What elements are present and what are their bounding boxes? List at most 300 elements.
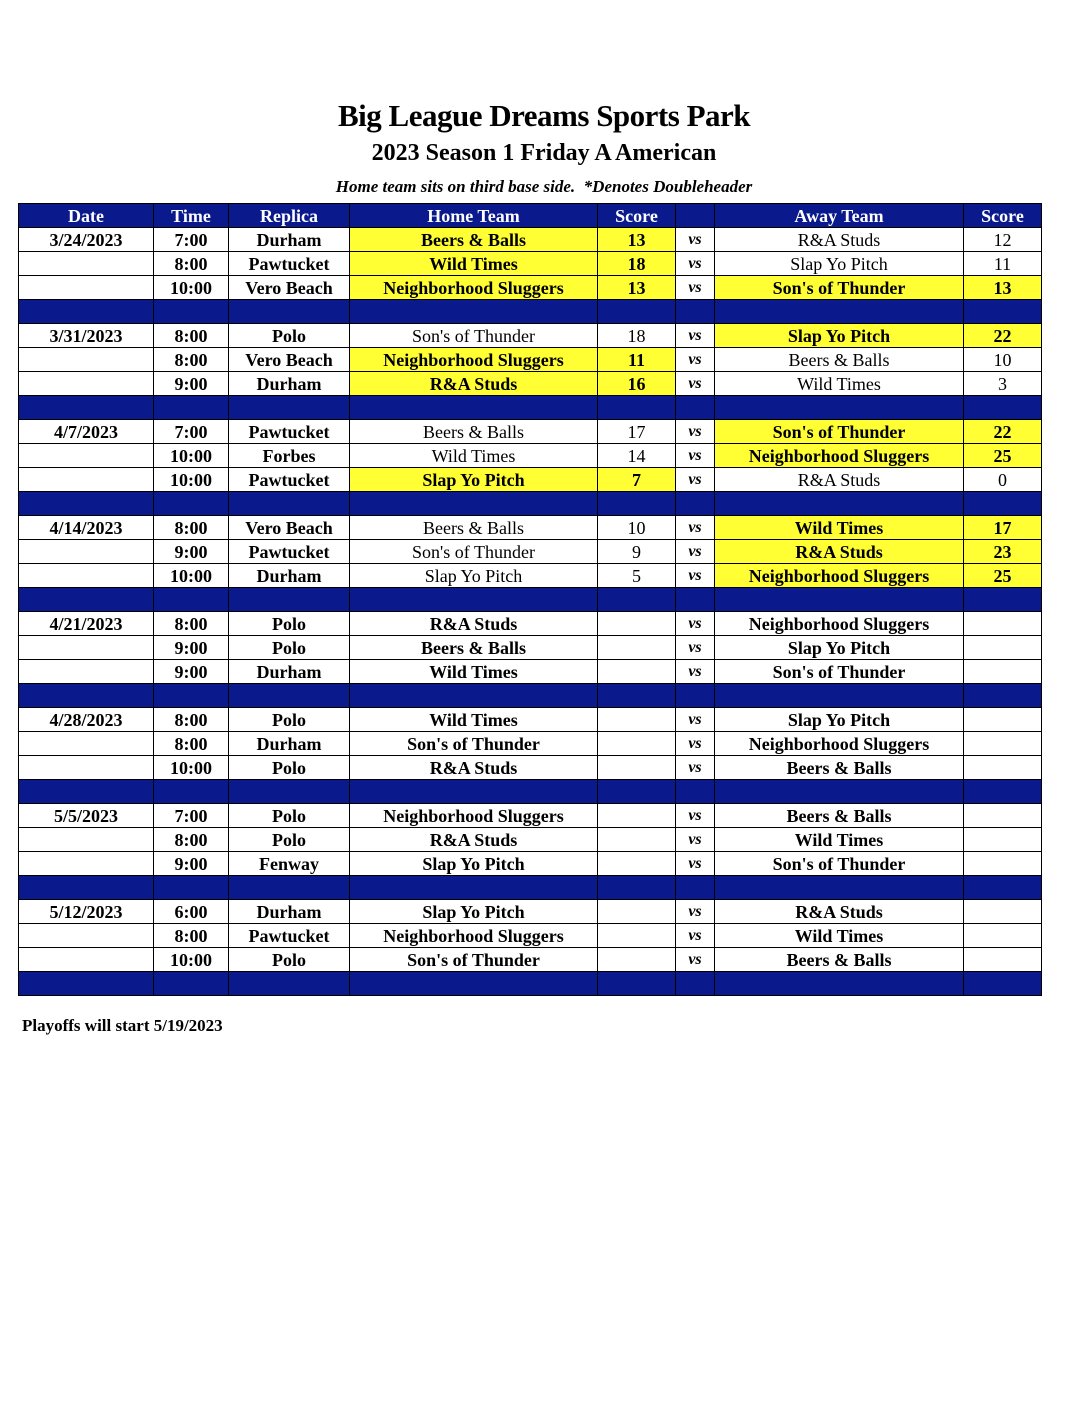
separator-cell — [229, 780, 350, 804]
game-row — [19, 828, 1042, 852]
separator-cell — [676, 684, 715, 708]
away-score — [964, 660, 1042, 684]
col-replica: Replica — [229, 204, 350, 228]
separator-cell — [350, 300, 598, 324]
vs-label: vs — [676, 468, 715, 492]
away-team: Neighborhood Sluggers — [715, 612, 964, 636]
home-score: 16 — [598, 372, 676, 396]
game-time: 8:00 — [154, 516, 229, 540]
separator-cell — [19, 684, 154, 708]
game-time: 9:00 — [154, 540, 229, 564]
away-team: Slap Yo Pitch — [715, 324, 964, 348]
vs-label: vs — [676, 900, 715, 924]
home-team: R&A Studs — [350, 372, 598, 396]
game-time: 7:00 — [154, 804, 229, 828]
home-team: Beers & Balls — [350, 228, 598, 252]
game-row — [19, 732, 1042, 756]
home-team: Wild Times — [350, 660, 598, 684]
game-time: 10:00 — [154, 756, 229, 780]
game-replica: Pawtucket — [229, 420, 350, 444]
separator-cell — [154, 396, 229, 420]
game-row — [19, 444, 1042, 468]
home-score: 7 — [598, 468, 676, 492]
home-score — [598, 636, 676, 660]
game-time: 10:00 — [154, 468, 229, 492]
col-time: Time — [154, 204, 229, 228]
vs-label: vs — [676, 804, 715, 828]
week-separator — [19, 780, 1042, 804]
game-row — [19, 660, 1042, 684]
game-time: 8:00 — [154, 732, 229, 756]
game-date — [19, 372, 154, 396]
col-vs — [676, 204, 715, 228]
away-score — [964, 852, 1042, 876]
separator-cell — [154, 492, 229, 516]
col-away-team: Away Team — [715, 204, 964, 228]
vs-label: vs — [676, 708, 715, 732]
vs-label: vs — [676, 852, 715, 876]
vs-label: vs — [676, 612, 715, 636]
home-score: 13 — [598, 228, 676, 252]
game-date — [19, 276, 154, 300]
week-separator — [19, 684, 1042, 708]
game-date — [19, 852, 154, 876]
home-team: Beers & Balls — [350, 636, 598, 660]
home-team: Slap Yo Pitch — [350, 852, 598, 876]
home-score: 14 — [598, 444, 676, 468]
page-subtitle: 2023 Season 1 Friday A American — [371, 140, 717, 166]
game-date: 5/12/2023 — [19, 900, 154, 924]
separator-cell — [229, 876, 350, 900]
game-date — [19, 444, 154, 468]
game-time: 9:00 — [154, 372, 229, 396]
away-team: Son's of Thunder — [715, 660, 964, 684]
game-row — [19, 348, 1042, 372]
away-score: 22 — [964, 420, 1042, 444]
home-team: Neighborhood Sluggers — [350, 804, 598, 828]
separator-cell — [19, 780, 154, 804]
home-team: Slap Yo Pitch — [350, 564, 598, 588]
game-date — [19, 252, 154, 276]
separator-cell — [154, 588, 229, 612]
week-separator — [19, 300, 1042, 324]
vs-label: vs — [676, 252, 715, 276]
separator-cell — [350, 780, 598, 804]
separator-cell — [598, 588, 676, 612]
separator-cell — [19, 972, 154, 996]
separator-cell — [19, 300, 154, 324]
game-time: 10:00 — [154, 276, 229, 300]
week-separator — [19, 876, 1042, 900]
game-replica: Polo — [229, 324, 350, 348]
separator-cell — [964, 300, 1042, 324]
home-team: Slap Yo Pitch — [350, 468, 598, 492]
game-time: 8:00 — [154, 612, 229, 636]
game-row — [19, 636, 1042, 660]
separator-cell — [154, 684, 229, 708]
separator-cell — [598, 876, 676, 900]
away-team: Beers & Balls — [715, 948, 964, 972]
game-replica: Vero Beach — [229, 516, 350, 540]
separator-cell — [229, 588, 350, 612]
separator-cell — [715, 780, 964, 804]
home-score: 18 — [598, 252, 676, 276]
game-replica: Vero Beach — [229, 348, 350, 372]
game-replica: Polo — [229, 708, 350, 732]
game-row — [19, 540, 1042, 564]
away-score: 25 — [964, 564, 1042, 588]
separator-cell — [350, 972, 598, 996]
game-replica: Pawtucket — [229, 468, 350, 492]
game-row — [19, 924, 1042, 948]
home-score — [598, 804, 676, 828]
home-score: 5 — [598, 564, 676, 588]
home-team: Son's of Thunder — [350, 732, 598, 756]
game-date — [19, 948, 154, 972]
vs-label: vs — [676, 420, 715, 444]
game-date — [19, 828, 154, 852]
vs-label: vs — [676, 564, 715, 588]
separator-cell — [229, 396, 350, 420]
separator-cell — [350, 588, 598, 612]
separator-cell — [598, 396, 676, 420]
separator-cell — [964, 396, 1042, 420]
game-date: 4/14/2023 — [19, 516, 154, 540]
separator-cell — [19, 492, 154, 516]
separator-cell — [229, 300, 350, 324]
vs-label: vs — [676, 660, 715, 684]
game-row — [19, 900, 1042, 924]
game-date: 4/28/2023 — [19, 708, 154, 732]
separator-cell — [19, 876, 154, 900]
vs-label: vs — [676, 636, 715, 660]
away-team: Neighborhood Sluggers — [715, 444, 964, 468]
game-replica: Durham — [229, 228, 350, 252]
header-row — [19, 204, 1042, 228]
game-replica: Durham — [229, 900, 350, 924]
game-date — [19, 468, 154, 492]
separator-cell — [676, 492, 715, 516]
game-time: 10:00 — [154, 564, 229, 588]
game-row — [19, 252, 1042, 276]
separator-cell — [229, 972, 350, 996]
col-date: Date — [19, 204, 154, 228]
game-row — [19, 420, 1042, 444]
away-score: 10 — [964, 348, 1042, 372]
away-team: Neighborhood Sluggers — [715, 564, 964, 588]
separator-cell — [598, 492, 676, 516]
away-team: Son's of Thunder — [715, 276, 964, 300]
home-score: 9 — [598, 540, 676, 564]
game-time: 8:00 — [154, 708, 229, 732]
game-row — [19, 372, 1042, 396]
col-home-score: Score — [598, 204, 676, 228]
away-score — [964, 924, 1042, 948]
away-score — [964, 828, 1042, 852]
home-team: R&A Studs — [350, 828, 598, 852]
away-team: Beers & Balls — [715, 348, 964, 372]
separator-cell — [964, 492, 1042, 516]
vs-label: vs — [676, 732, 715, 756]
home-team: Neighborhood Sluggers — [350, 348, 598, 372]
game-replica: Pawtucket — [229, 924, 350, 948]
home-score — [598, 828, 676, 852]
game-replica: Durham — [229, 372, 350, 396]
game-row — [19, 852, 1042, 876]
vs-label: vs — [676, 348, 715, 372]
away-score — [964, 804, 1042, 828]
separator-cell — [350, 684, 598, 708]
game-row — [19, 948, 1042, 972]
home-score — [598, 708, 676, 732]
separator-cell — [350, 396, 598, 420]
game-date — [19, 348, 154, 372]
home-score: 10 — [598, 516, 676, 540]
vs-label: vs — [676, 948, 715, 972]
vs-label: vs — [676, 444, 715, 468]
game-date: 4/21/2023 — [19, 612, 154, 636]
away-team: Wild Times — [715, 828, 964, 852]
game-replica: Pawtucket — [229, 252, 350, 276]
home-score: 17 — [598, 420, 676, 444]
game-replica: Polo — [229, 828, 350, 852]
away-team: Son's of Thunder — [715, 852, 964, 876]
game-row — [19, 228, 1042, 252]
game-date — [19, 636, 154, 660]
home-team: Neighborhood Sluggers — [350, 924, 598, 948]
game-replica: Polo — [229, 804, 350, 828]
week-separator — [19, 396, 1042, 420]
game-row — [19, 516, 1042, 540]
away-team: Beers & Balls — [715, 804, 964, 828]
game-row — [19, 756, 1042, 780]
game-replica: Fenway — [229, 852, 350, 876]
game-time: 7:00 — [154, 420, 229, 444]
home-score — [598, 948, 676, 972]
game-row — [19, 804, 1042, 828]
separator-cell — [350, 492, 598, 516]
game-date — [19, 564, 154, 588]
game-time: 10:00 — [154, 444, 229, 468]
away-score — [964, 948, 1042, 972]
separator-cell — [598, 780, 676, 804]
separator-cell — [964, 876, 1042, 900]
away-team: R&A Studs — [715, 228, 964, 252]
col-away-score: Score — [964, 204, 1042, 228]
separator-cell — [964, 588, 1042, 612]
separator-cell — [964, 684, 1042, 708]
vs-label: vs — [676, 540, 715, 564]
away-score: 22 — [964, 324, 1042, 348]
game-time: 10:00 — [154, 948, 229, 972]
away-team: Slap Yo Pitch — [715, 636, 964, 660]
home-score: 18 — [598, 324, 676, 348]
away-score: 17 — [964, 516, 1042, 540]
game-date — [19, 660, 154, 684]
separator-cell — [229, 684, 350, 708]
away-score: 3 — [964, 372, 1042, 396]
home-score — [598, 660, 676, 684]
week-separator — [19, 972, 1042, 996]
separator-cell — [676, 972, 715, 996]
week-separator — [19, 588, 1042, 612]
game-time: 8:00 — [154, 924, 229, 948]
away-team: Wild Times — [715, 924, 964, 948]
game-date — [19, 540, 154, 564]
separator-cell — [598, 300, 676, 324]
game-time: 8:00 — [154, 324, 229, 348]
game-time: 8:00 — [154, 828, 229, 852]
away-team: Neighborhood Sluggers — [715, 732, 964, 756]
home-score — [598, 732, 676, 756]
home-score — [598, 900, 676, 924]
game-replica: Pawtucket — [229, 540, 350, 564]
home-score: 13 — [598, 276, 676, 300]
vs-label: vs — [676, 228, 715, 252]
away-team: Son's of Thunder — [715, 420, 964, 444]
game-date — [19, 732, 154, 756]
vs-label: vs — [676, 828, 715, 852]
away-score: 12 — [964, 228, 1042, 252]
game-time: 8:00 — [154, 252, 229, 276]
away-score — [964, 636, 1042, 660]
game-date: 4/7/2023 — [19, 420, 154, 444]
home-team: R&A Studs — [350, 612, 598, 636]
game-row — [19, 276, 1042, 300]
separator-cell — [154, 876, 229, 900]
game-replica: Forbes — [229, 444, 350, 468]
home-team: Son's of Thunder — [350, 324, 598, 348]
vs-label: vs — [676, 324, 715, 348]
home-team: R&A Studs — [350, 756, 598, 780]
away-team: Wild Times — [715, 516, 964, 540]
home-team: Beers & Balls — [350, 420, 598, 444]
game-replica: Durham — [229, 564, 350, 588]
separator-cell — [350, 876, 598, 900]
game-time: 7:00 — [154, 228, 229, 252]
home-score — [598, 924, 676, 948]
away-score: 23 — [964, 540, 1042, 564]
vs-label: vs — [676, 924, 715, 948]
away-team: R&A Studs — [715, 540, 964, 564]
separator-cell — [715, 684, 964, 708]
separator-cell — [676, 300, 715, 324]
home-team: Son's of Thunder — [350, 948, 598, 972]
separator-cell — [229, 492, 350, 516]
game-time: 6:00 — [154, 900, 229, 924]
game-date: 3/31/2023 — [19, 324, 154, 348]
game-date: 5/5/2023 — [19, 804, 154, 828]
home-score — [598, 852, 676, 876]
away-team: Slap Yo Pitch — [715, 708, 964, 732]
playoffs-note: Playoffs will start 5/19/2023 — [22, 1016, 223, 1035]
away-score — [964, 612, 1042, 636]
schedule-table — [18, 203, 1042, 996]
home-score — [598, 756, 676, 780]
home-score: 11 — [598, 348, 676, 372]
separator-cell — [154, 300, 229, 324]
separator-cell — [715, 300, 964, 324]
vs-label: vs — [676, 516, 715, 540]
away-score: 11 — [964, 252, 1042, 276]
separator-cell — [715, 492, 964, 516]
vs-label: vs — [676, 372, 715, 396]
game-date — [19, 924, 154, 948]
schedule-body — [19, 228, 1042, 996]
game-replica: Vero Beach — [229, 276, 350, 300]
home-team: Slap Yo Pitch — [350, 900, 598, 924]
separator-cell — [676, 780, 715, 804]
col-home-team: Home Team — [350, 204, 598, 228]
home-team: Neighborhood Sluggers — [350, 276, 598, 300]
away-team: Beers & Balls — [715, 756, 964, 780]
separator-cell — [598, 684, 676, 708]
game-row — [19, 324, 1042, 348]
away-score: 13 — [964, 276, 1042, 300]
game-replica: Polo — [229, 948, 350, 972]
home-team: Wild Times — [350, 252, 598, 276]
away-team: R&A Studs — [715, 468, 964, 492]
separator-cell — [676, 396, 715, 420]
game-replica: Polo — [229, 756, 350, 780]
away-score: 25 — [964, 444, 1042, 468]
game-row — [19, 468, 1042, 492]
separator-cell — [715, 876, 964, 900]
game-row — [19, 612, 1042, 636]
page-title: Big League Dreams Sports Park — [337, 98, 751, 133]
game-date — [19, 756, 154, 780]
home-team: Wild Times — [350, 708, 598, 732]
away-team: R&A Studs — [715, 900, 964, 924]
home-team: Wild Times — [350, 444, 598, 468]
separator-cell — [964, 780, 1042, 804]
game-time: 8:00 — [154, 348, 229, 372]
game-replica: Polo — [229, 636, 350, 660]
away-team: Wild Times — [715, 372, 964, 396]
away-score: 0 — [964, 468, 1042, 492]
game-replica: Durham — [229, 732, 350, 756]
game-date: 3/24/2023 — [19, 228, 154, 252]
separator-cell — [676, 588, 715, 612]
away-team: Slap Yo Pitch — [715, 252, 964, 276]
separator-cell — [676, 876, 715, 900]
away-score — [964, 732, 1042, 756]
game-row — [19, 708, 1042, 732]
separator-cell — [715, 588, 964, 612]
separator-cell — [964, 972, 1042, 996]
home-team: Son's of Thunder — [350, 540, 598, 564]
away-score — [964, 756, 1042, 780]
week-separator — [19, 492, 1042, 516]
vs-label: vs — [676, 276, 715, 300]
separator-cell — [154, 780, 229, 804]
game-time: 9:00 — [154, 660, 229, 684]
game-replica: Polo — [229, 612, 350, 636]
separator-cell — [598, 972, 676, 996]
separator-cell — [715, 396, 964, 420]
away-score — [964, 708, 1042, 732]
home-team: Beers & Balls — [350, 516, 598, 540]
doubleheader-note: Home team sits on third base side. *Denotes Doubleheader — [335, 177, 753, 196]
away-score — [964, 900, 1042, 924]
separator-cell — [154, 972, 229, 996]
home-score — [598, 612, 676, 636]
separator-cell — [19, 588, 154, 612]
game-time: 9:00 — [154, 852, 229, 876]
separator-cell — [715, 972, 964, 996]
game-row — [19, 564, 1042, 588]
game-replica: Durham — [229, 660, 350, 684]
